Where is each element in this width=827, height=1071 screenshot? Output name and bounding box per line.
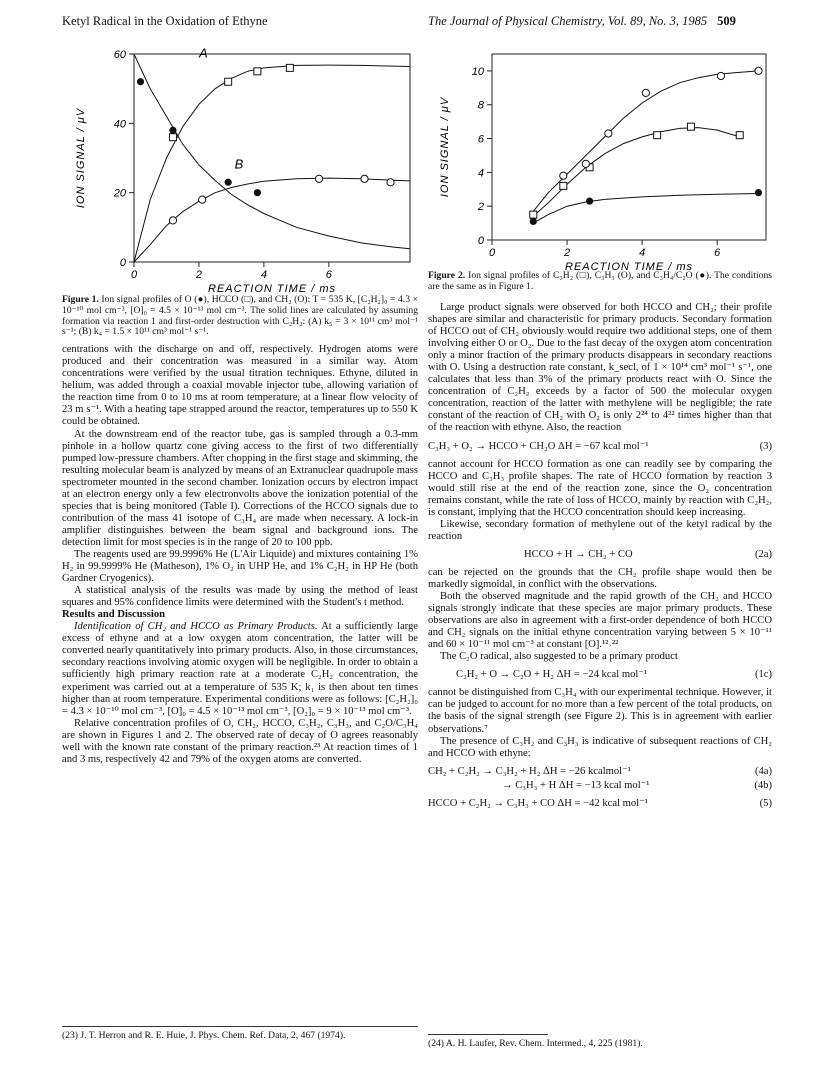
data-point-filled-circle <box>755 189 762 196</box>
paragraph: The presence of C₃H₂ and C₃H₃ is indicative of subsequent reactions of CH₂ and HCCO with ethyne: <box>428 735 772 759</box>
curve-label-A: A <box>198 48 208 61</box>
running-title: Ketyl Radical in the Oxidation of Ethyne <box>62 14 268 28</box>
y-tick-label: 60 <box>113 49 126 61</box>
y-axis-label: ION SIGNAL / μV <box>439 96 451 198</box>
equation-text: HCCO + H → CH₂ + CO <box>524 548 633 560</box>
equation-number: (1c) <box>754 669 772 681</box>
plot-frame <box>134 54 410 262</box>
series-curve <box>533 194 758 224</box>
figure-2-caption-text: Ion signal profiles of C₃H₂ (□), C₃H₃ (O), and C₃H₄/C₂O (●). The conditions are the same as in Figure 1. <box>428 270 772 292</box>
data-point-open-circle <box>605 130 612 137</box>
data-point-filled-circle <box>225 179 232 186</box>
equation-text: CH₂ + C₂H₂ → C₃H₂ + H₂ ΔH = −26 kcalmol⁻¹ <box>428 765 631 777</box>
equation-4b <box>428 780 772 792</box>
x-axis-label: REACTION TIME / ms <box>565 261 693 270</box>
data-point-open-circle <box>387 179 394 186</box>
paragraph: A statistical analysis of the results was made by using the method of least squares and 95% confidence limits were determined with the Student's t method. <box>62 585 418 609</box>
equation-3 <box>428 441 772 453</box>
x-tick-label: 6 <box>714 247 721 259</box>
figure-2-caption-label: Figure 2. <box>428 270 466 281</box>
paragraph: Relative concentration profiles of O, CH₂, HCCO, C₃H₂, C₃H₃, and C₂O/C₃H₄ are shown in Figures 1 and 2. The observed rate of decay of O agrees reasonably well with the known rate constant of the primary reaction.²³ At reaction times of 1 and 3 ms, respectively 42 and 79% of the oxygen atoms are converted. <box>62 717 418 765</box>
data-point-square <box>225 78 232 85</box>
paragraph: The C₂O radical, also suggested to be a primary product <box>440 651 678 663</box>
curve-label-B: B <box>234 156 244 172</box>
data-point-open-circle <box>755 67 762 74</box>
paragraph: can be rejected on the grounds that the CH₂ profile shape would then be markedly sigmoidal, in conflict with the observations. <box>428 566 772 590</box>
y-tick-label: 8 <box>477 99 484 112</box>
data-point-square <box>736 132 743 139</box>
data-point-open-circle <box>560 172 567 179</box>
data-point-open-circle <box>582 160 589 167</box>
y-tick-label: 20 <box>113 187 126 200</box>
paragraph: Likewise, secondary formation of methylene out of the ketyl radical by the reaction <box>428 518 772 542</box>
page-number: 509 <box>717 14 736 28</box>
equation-2a <box>428 549 772 561</box>
data-point-open-circle <box>642 89 649 96</box>
x-tick-label: 4 <box>260 269 267 281</box>
data-point-filled-circle <box>169 127 176 134</box>
paragraph: At the downstream end of the reactor tube, gas is sampled through a 0.3-mm pinhole in a hollow quartz cone giving access to the first of two differentially pumped low-pressure chambers. After chopping in the first stage and skimming, the resulting molecular beam is analyzed by means of an Extranuclear quadrupole mass spectrometer mounted in the second chamber. Ionization occurs by electron impact at an electron energy only a few electronvolts above the ionization potential of the species that is being monitored (Table I). Corrections of the HCCO signals due to contribution of the mass 41 isotope of C₃H₄ are made when necessary. A lock-in amplifier distinguishes between the beam signal and background ions. The detection limit for most species is in the range of 20 to 100 ppb. <box>62 428 418 548</box>
x-axis-label: REACTION TIME / ms <box>208 283 336 292</box>
right-column <box>428 302 772 816</box>
paragraph: cannot account for HCCO formation as one can readily see by comparing the HCCO and C₃H₃ profile shapes. The rate of HCCO formation by reaction 3 would still rise at the end of the reaction zone, since the O₂ concentration remains constant, while the rate of loss of HCCO, mainly by reaction with C₂H₂, is constant, implying that the HCCO concentration should keep increasing. <box>428 458 772 518</box>
y-tick-label: 0 <box>477 235 484 247</box>
data-point-square <box>687 123 694 130</box>
data-point-square <box>560 182 567 189</box>
equation-number: (4a) <box>754 765 772 777</box>
equation-4a <box>428 766 772 778</box>
y-tick-label: 0 <box>119 257 126 269</box>
equation-number: (2a) <box>754 548 772 560</box>
x-tick-label: 4 <box>639 247 646 259</box>
data-point-filled-circle <box>530 218 537 225</box>
footnote-reference-23: (23) J. T. Herron and R. E. Huie, J. Phys. Chem. Ref. Data, 2, 467 (1974). <box>62 1026 418 1042</box>
y-tick-label: 4 <box>477 167 484 180</box>
equation-number: (5) <box>759 797 772 809</box>
data-point-open-circle <box>199 196 206 203</box>
footnote-rule <box>428 1034 548 1035</box>
y-tick-label: 6 <box>477 133 484 146</box>
equation-text: C₃H₃ + O₂ → HCCO + CH₂O ΔH = −67 kcal mol⁻¹ <box>428 440 649 452</box>
x-tick-label: 6 <box>325 269 332 281</box>
figure-2-caption <box>428 271 772 293</box>
figure-1-caption-text: Ion signal profiles of O (●), HCCO (□), and CH₂ (O): T = 535 K, [C₂H₂]₀ = 4.3 × 10⁻¹⁰ mol cm⁻³, [O]₀ = 4.5 × 10⁻¹³ mol cm⁻³. The solid lines are calculated by assuming formation via reaction 1 and first-order destruction with C₂H₂: (A) k₅ = 3 × 10¹¹ cm³ mol⁻¹ s⁻¹; (B) k₄ = 1.5 × 10¹¹ cm³ mol⁻¹ s⁻¹. <box>62 294 418 338</box>
journal-citation <box>428 14 736 29</box>
paragraph: centrations with the discharge on and off, respectively. Hydrogen atoms were produced and their concentration was measured in a similar way. Atom concentrations were verified by the usual titration techniques. Ethyne, diluted in helium, was added through a coaxial movable injector tube, allowing variation of the reaction time from 0 to 10 ms at room temperature, at a linear flow velocity of 23 m s⁻¹. With a heating tape strapped around the reactor, temperatures up to 550 K could be obtained. <box>62 344 418 428</box>
section-heading: Results and Discussion <box>62 609 166 621</box>
equation-1c <box>428 669 772 681</box>
data-point-square <box>654 132 661 139</box>
equation-text: HCCO + C₂H₂ → C₃H₃ + CO ΔH = −42 kcal mol⁻¹ <box>428 797 648 809</box>
data-point-open-circle <box>361 175 368 182</box>
subsection-title: Identification of CH₂ and HCCO as Primary Products. <box>74 621 318 633</box>
data-point-square <box>169 134 176 141</box>
equation-5 <box>428 798 772 810</box>
x-tick-label: 0 <box>488 247 496 259</box>
series-curve <box>134 65 410 262</box>
equation-number: (3) <box>759 440 772 452</box>
data-point-filled-circle <box>254 189 261 196</box>
data-point-square <box>254 68 261 75</box>
paragraph: cannot be distinguished from C₃H₄ with our experimental technique. However, it can be judged to account for no more than a few percent of the total products, on the basis of the signal strength (see Figure 2). This is in agreement with earlier observations.⁷ <box>428 687 772 735</box>
paragraph-body: At a sufficiently large excess of ethyne and at a low oxygen atom concentration, the latter will be converted nearly quantitatively into primary products. Also, in those circumstances, secondary reactions involving atomic oxygen will be negligible. In order to obtain a sufficiently high primary reaction rate at a moderate C₂H₂ concentration, the experiment was carried out at a temperature of 535 K; k₁ is then about ten times higher than at room temperature. Experimental conditions were as follows: [C₂H₂]₀ = 4.3 × 10⁻¹⁰ mol cm⁻³, [O]₀ = 4.5 × 10⁻¹³ mol cm⁻³, [O₂]₀ = 9 × 10⁻¹³ mol cm⁻³. <box>62 621 418 717</box>
footnote-reference-24-block <box>428 1034 772 1050</box>
paragraph: Large product signals were observed for both HCCO and CH₂; their profile shapes are similar and characteristic for primary products. Secondary formation of HCCO out of CH₂ obviously would require two additional steps, one of them involving either O or O₂. Due to the fast decay of the oxygen atom concentration only a minor fraction of the primary products disappears in secondary reactions with O. Using a destruction rate constant, k_secl, of 1 × 10¹⁴ cm³ mol⁻¹ s⁻¹, one calculates that less than 3% of the primary products react with O. Since the concentration of C₂H₂ exceeds by a factor of 500 the molecular oxygen concentration, reaction of the latter with methylene will be negligible; the rate constant of the reaction of CH₂ with O₂ is only 2²⁴ to 4²² times higher than that of the reaction with ethyne. Also, the reaction <box>428 302 772 434</box>
data-point-open-circle <box>315 175 322 182</box>
equation-text: C₂H₂ + O → C₂O + H₂ ΔH = −24 kcal mol⁻¹ <box>456 669 648 681</box>
x-tick-label: 2 <box>195 269 203 281</box>
equation-text: → C₃H₃ + H ΔH = −13 kcal mol⁻¹ <box>502 779 650 791</box>
y-tick-label: 2 <box>477 201 484 214</box>
data-point-square <box>286 64 293 71</box>
x-tick-label: 0 <box>130 269 138 281</box>
journal-name: The Journal of Physical Chemistry, Vol. 89, No. 3, 1985 <box>428 14 708 28</box>
x-tick-label: 2 <box>564 247 571 259</box>
y-axis-label: ION SIGNAL / μV <box>75 107 87 209</box>
figure-1-caption <box>62 295 418 338</box>
paragraph: Both the observed magnitude and the rapid growth of the CH₂ and HCCO signals strongly indicate that these species are major primary products. These observations are also in agreement with a first-order dependence of both HCCO and CH₂ signals on the initial ethyne concentration varying between 5 × 10⁻¹¹ and 60 × 10⁻¹¹ mol cm⁻³ at constant [O].¹²˒²² <box>428 591 772 651</box>
figure-1-chart <box>62 48 418 292</box>
data-point-filled-circle <box>586 198 593 205</box>
paragraph <box>62 621 418 717</box>
figure-1-caption-label: Figure 1. <box>62 294 99 305</box>
data-point-open-circle <box>169 217 176 224</box>
data-point-square <box>530 211 537 218</box>
y-tick-label: 10 <box>471 65 484 78</box>
y-tick-label: 40 <box>113 118 126 131</box>
paragraph: The reagents used are 99.9996% He (L'Air Liquide) and mixtures containing 1% H₂ in 99.9999% He (Matheson), 1% O₂ in UHP He, and 1% C₂H₂ in HP He (both Gardner Cryogenics). <box>62 548 418 585</box>
left-column <box>62 295 418 766</box>
figure-2-chart <box>428 48 772 270</box>
data-point-filled-circle <box>137 78 144 85</box>
equation-number: (4b) <box>754 779 772 791</box>
footnote-reference-24: (24) A. H. Laufer, Rev. Chem. Intermed., 4, 225 (1981). <box>428 1038 643 1049</box>
data-point-open-circle <box>717 72 724 79</box>
